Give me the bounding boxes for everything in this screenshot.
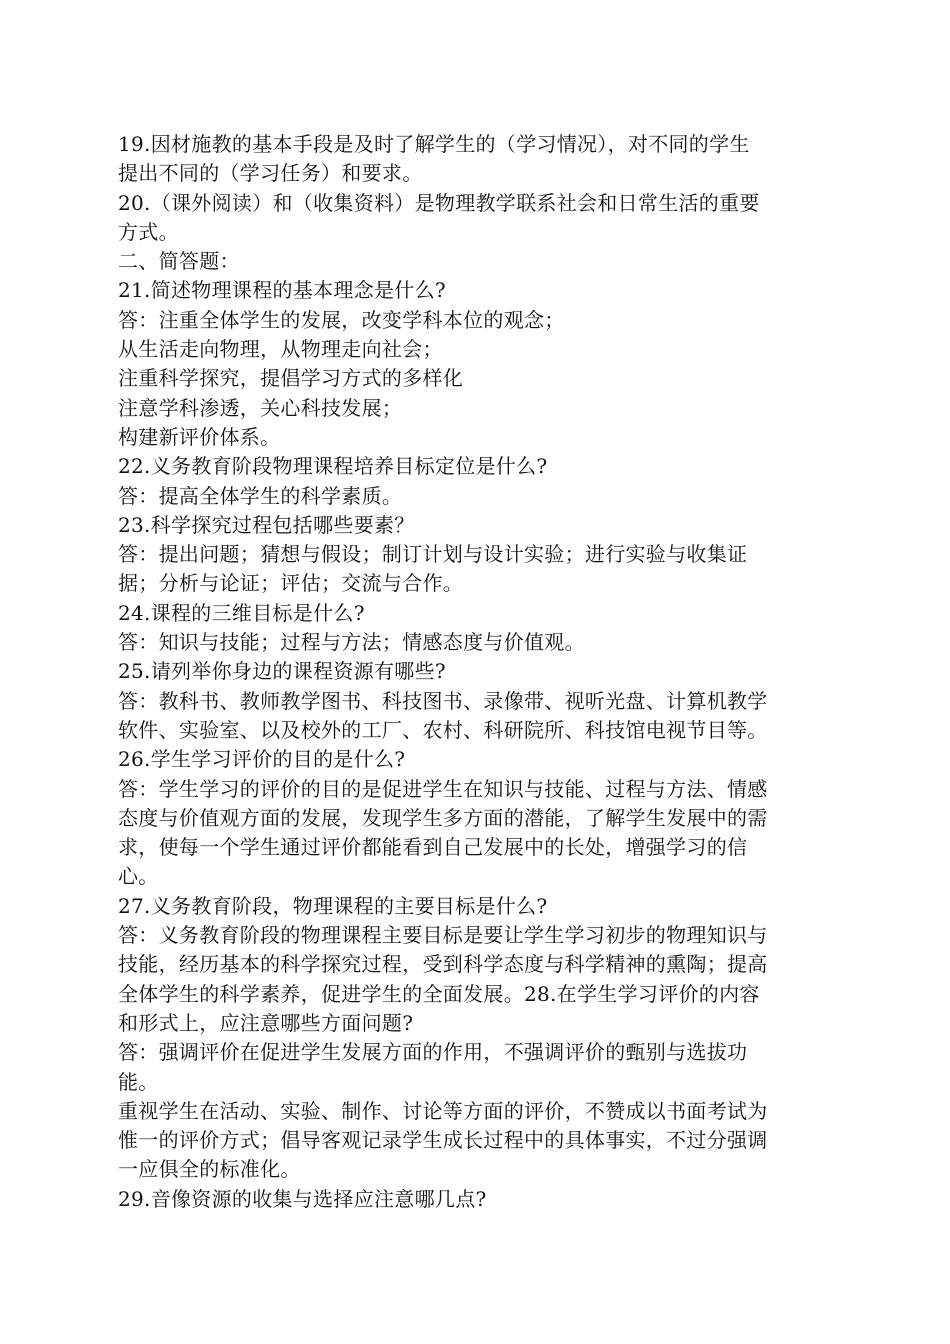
answer-line: 答：教科书、教师教学图书、科技图书、录像带、视听光盘、计算机教学: [118, 688, 768, 713]
text-line: 构建新评价体系。: [118, 424, 281, 449]
answer-line: 答：注重全体学生的发展，改变学科本位的观念；: [118, 307, 565, 332]
text-line: 能。: [118, 1069, 159, 1094]
text-line: 惟一的评价方式；倡导客观记录学生成长过程中的具体事实，不过分强调: [118, 1128, 768, 1153]
answer-line: 答：强调评价在促进学生发展方面的作用，不强调评价的甄别与选拔功: [118, 1040, 748, 1065]
text-line: 据；分析与论证；评估；交流与合作。: [118, 571, 464, 596]
question-line: 22.义务教育阶段物理课程培养目标定位是什么?: [118, 454, 548, 479]
text-line: 提出不同的（学习任务）和要求。: [118, 161, 423, 186]
answer-line: 答：知识与技能；过程与方法；情感态度与价值观。: [118, 630, 585, 655]
answer-line: 答：提出问题；猜想与假设；制订计划与设计实验；进行实验与收集证: [118, 542, 748, 567]
question-line: 23.科学探究过程包括哪些要素？: [118, 512, 415, 537]
question-line: 27.义务教育阶段，物理课程的主要目标是什么?: [118, 893, 548, 918]
question-line: 29.音像资源的收集与选择应注意哪几点?: [118, 1186, 487, 1211]
text-line: 注重科学探究，提倡学习方式的多样化: [118, 366, 464, 391]
question-line: 21.简述物理课程的基本理念是什么?: [118, 278, 446, 303]
document-body: [118, 130, 834, 1214]
text-line: 重视学生在活动、实验、制作、讨论等方面的评价，不赞成以书面考试为: [118, 1098, 768, 1123]
text-line: 方式。: [118, 219, 179, 244]
text-line: 注意学科渗透，关心科技发展；: [118, 395, 403, 420]
text-line: 技能，经历基本的科学探究过程，受到科学态度与科学精神的熏陶；提高: [118, 952, 768, 977]
answer-line: 答：义务教育阶段的物理课程主要目标是要让学生学习初步的物理知识与: [118, 923, 768, 948]
text-line: 全体学生的科学素养，促进学生的全面发展。28.在学生学习评价的内容: [118, 981, 760, 1006]
question-line: 25.请列举你身边的课程资源有哪些?: [118, 659, 446, 684]
text-line: 软件、实验室、以及校外的工厂、农村、科研院所、科技馆电视节目等。: [118, 717, 768, 742]
question-line: 26.学生学习评价的目的是什么?: [118, 747, 406, 772]
question-line: 24.课程的三维目标是什么?: [118, 600, 365, 625]
text-line: 从生活走向物理，从物理走向社会；: [118, 337, 443, 362]
text-line: 19.因材施教的基本手段是及时了解学生的（学习情况），对不同的学生: [118, 132, 750, 156]
section-heading: 二、简答题：: [118, 249, 240, 274]
answer-line: 答：提高全体学生的科学素质。: [118, 483, 403, 508]
answer-line: 答：学生学习的评价的目的是促进学生在知识与技能、过程与方法、情感: [118, 776, 768, 801]
text-line: 一应俱全的标准化。: [118, 1157, 301, 1182]
text-line: 20.（课外阅读）和（收集资料）是物理教学联系社会和日常生活的重要: [118, 190, 760, 215]
text-line: 求，使每一个学生通过评价都能看到自己发展中的长处，增强学习的信: [118, 835, 748, 860]
text-line: 态度与价值观方面的发展，发现学生多方面的潜能，了解学生发展中的需: [118, 805, 768, 830]
text-line: 和形式上，应注意哪些方面问题?: [118, 1010, 414, 1035]
text-line: 心。: [118, 864, 159, 889]
